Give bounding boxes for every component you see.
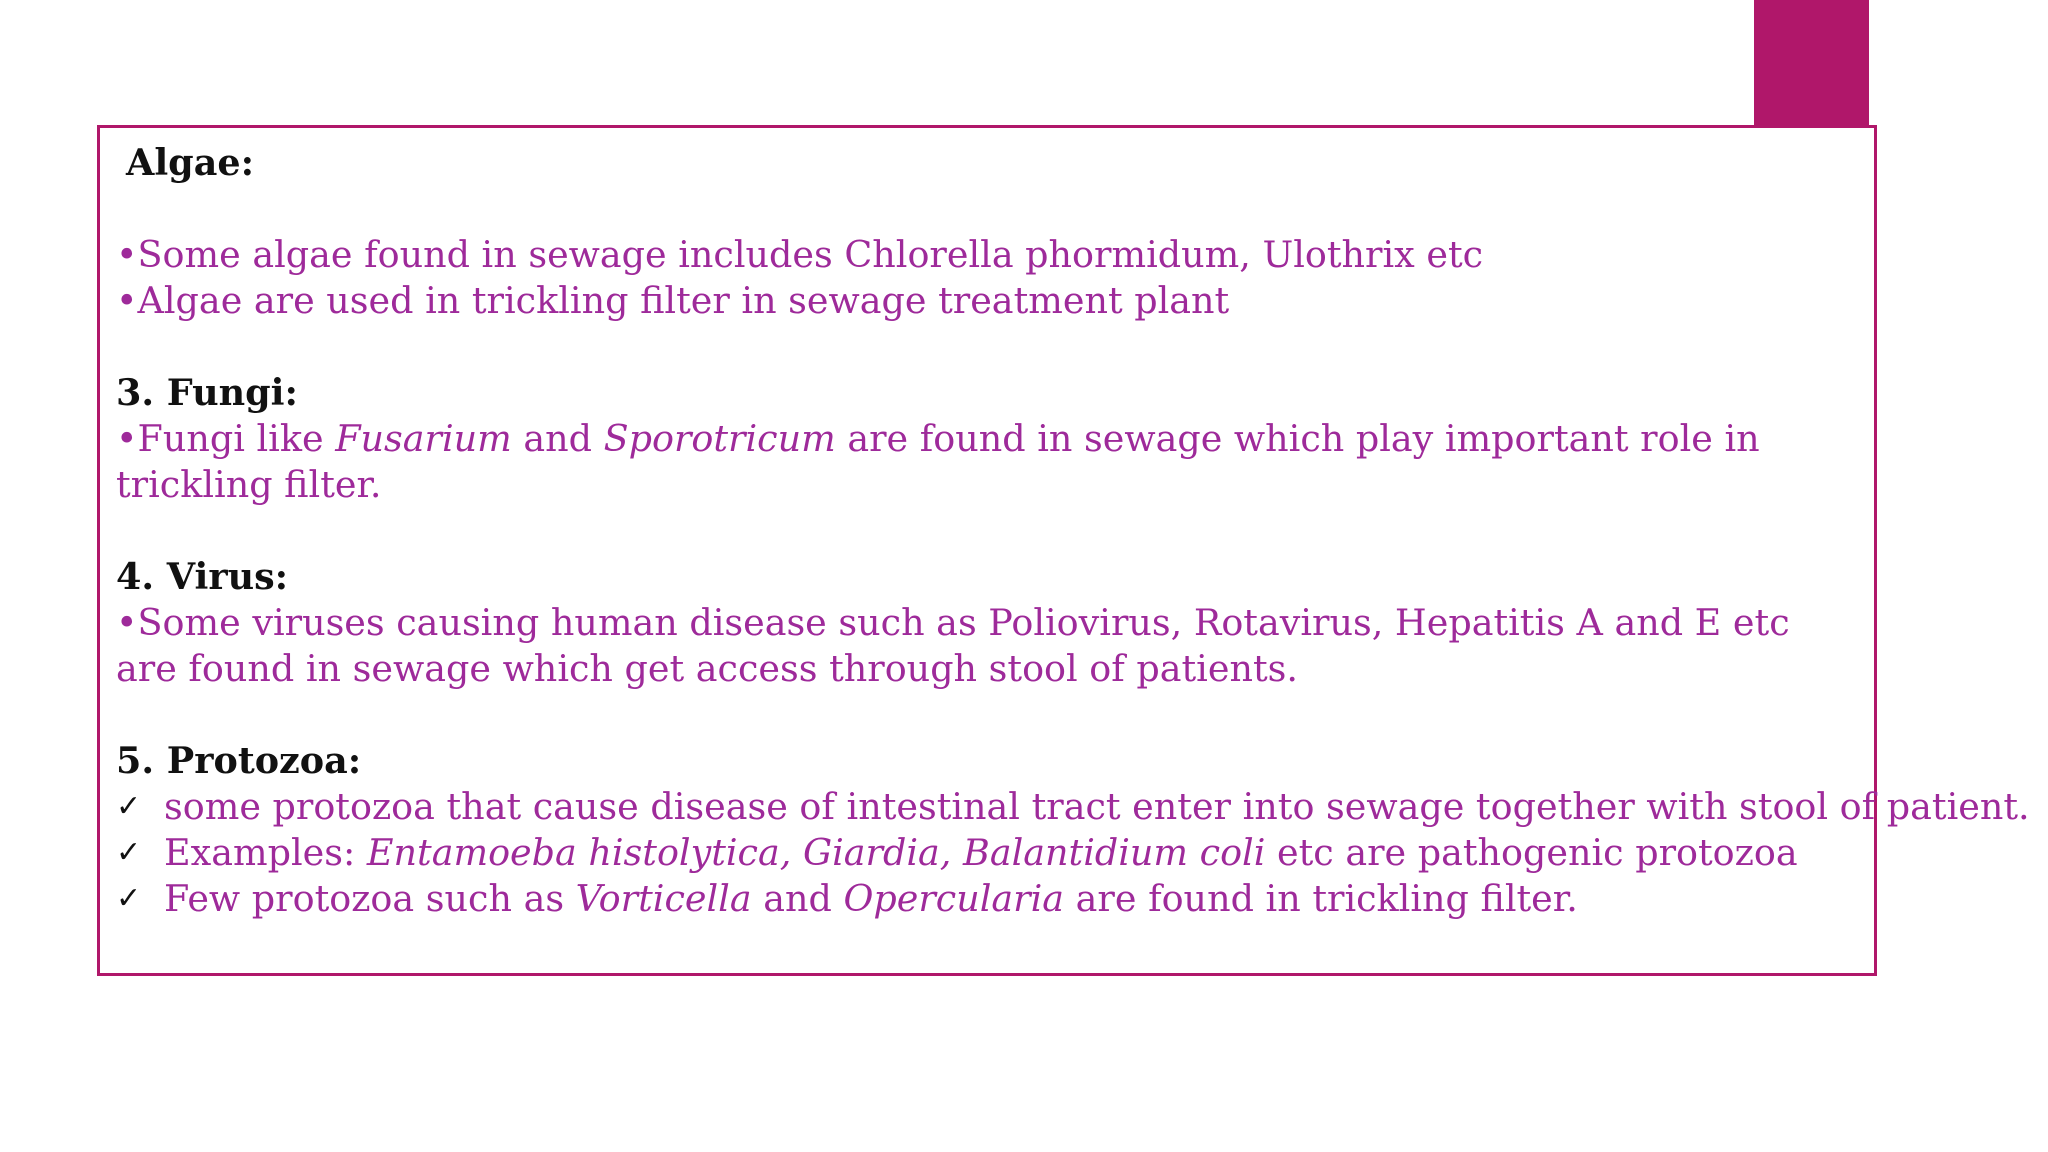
protozoa-item-text: and <box>751 877 844 920</box>
protozoa-item-text: etc are pathogenic protozoa <box>1265 831 1798 874</box>
fungi-heading: 3. Fungi: <box>116 371 299 414</box>
fungi-text: and <box>511 417 604 460</box>
protozoa-item-3 <box>116 876 1854 922</box>
protozoa-heading: 5. Protozoa: <box>116 739 362 782</box>
protozoa-item-1 <box>116 784 2030 830</box>
algae-bullet-1: •Some algae found in sewage includes Chlorella phormidum, Ulothrix etc <box>116 233 1484 276</box>
spacer <box>116 186 1854 232</box>
protozoa-item-text: are found in trickling filter. <box>1064 877 1578 920</box>
algae-heading: Algae: <box>126 141 255 184</box>
spacer <box>116 692 1854 738</box>
protozoa-item-text: some protozoa that cause disease of intestinal tract enter into sewage together with stool of patient. <box>164 785 2030 828</box>
vorticella-name: Vorticella <box>575 877 752 920</box>
virus-heading: 4. Virus: <box>116 555 289 598</box>
protozoa-item-2 <box>116 830 1854 876</box>
checkmark-icon: ✓ <box>116 835 142 870</box>
accent-bar <box>1754 0 1869 127</box>
pathogen-names: Entamoeba histolytica, Giardia, Balantidium coli <box>366 831 1266 874</box>
slide-text <box>116 140 2030 922</box>
algae-bullet-2: •Algae are used in trickling filter in sewage treatment plant <box>116 279 1230 322</box>
sporotricum-name: Sporotricum <box>603 417 836 460</box>
content-box <box>97 125 2030 976</box>
checkmark-icon: ✓ <box>116 881 142 916</box>
opercularia-name: Opercularia <box>843 877 1065 920</box>
fungi-text: are found in sewage which play important role in trickling filter. <box>116 417 1760 506</box>
spacer <box>116 508 1854 554</box>
virus-bullet: •Some viruses causing human disease such as Poliovirus, Rotavirus, Hepatitis A and E etc are found in sewage which get access through stool of patients. <box>116 601 1790 690</box>
fusarium-name: Fusarium <box>335 417 512 460</box>
fungi-bullet <box>116 416 1854 508</box>
checkmark-icon: ✓ <box>116 789 142 824</box>
spacer <box>116 324 1854 370</box>
protozoa-item-text: Examples: <box>164 831 367 874</box>
fungi-text: •Fungi like <box>116 417 336 460</box>
protozoa-item-text: Few protozoa such as <box>164 877 576 920</box>
